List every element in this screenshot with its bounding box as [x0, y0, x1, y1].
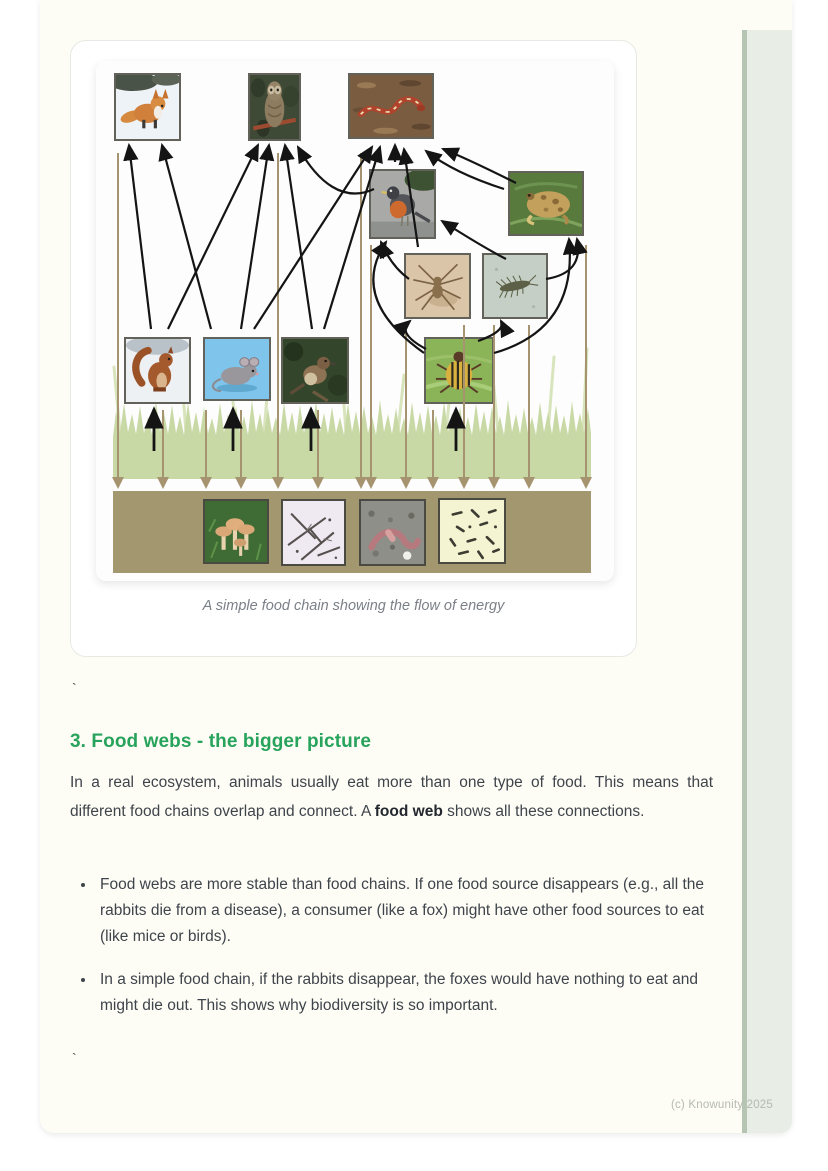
bullet-item-stability: • Food webs are more stable than food chains. If one food source disappears (e.g., all the rabbits die from a disease), a consumer (like a fox) might have other food sources to eat (like mice or birds). — [96, 872, 724, 950]
intro-text-after: shows all these connections. — [442, 803, 645, 820]
spider-photo — [404, 253, 471, 319]
intro-bold-term: food web — [374, 803, 443, 820]
stray-tick-mark-top: ` — [72, 680, 77, 696]
robin-photo — [369, 169, 436, 239]
fox-photo — [114, 73, 181, 141]
bullet-item-simple-chain: • In a simple food chain, if the rabbits disappear, the foxes would have nothing to eat and might die out. This shows why biodiversity is so important. — [96, 967, 724, 1019]
intro-paragraph — [70, 768, 713, 826]
centipede-photo — [482, 253, 548, 319]
page-edge-strip — [742, 30, 792, 1133]
copyright-notice: (c) Knowunity 2025 — [670, 1099, 773, 1111]
beetle-photo — [424, 337, 494, 404]
bacteria-photo — [438, 498, 506, 564]
section-heading: 3. Food webs - the bigger picture — [70, 731, 371, 752]
figure-card — [70, 40, 637, 657]
intro-text-before: In a real ecosystem, animals usually eat more than one type of food. This means that different food chains overlap and connect. A — [70, 774, 713, 820]
squirrel-photo — [124, 337, 191, 404]
fungal-hyphae-photo — [281, 499, 346, 566]
food-web-diagram — [96, 61, 614, 581]
mushrooms-photo — [203, 499, 269, 564]
bullet-list — [78, 872, 724, 1036]
owl-photo — [248, 73, 301, 141]
sparrow-photo — [281, 337, 349, 404]
toad-photo — [508, 171, 584, 236]
earthworm-photo — [359, 499, 426, 566]
snake-photo — [348, 73, 434, 139]
note-page — [40, 0, 792, 1133]
figure-caption: A simple food chain showing the flow of energy — [202, 598, 505, 614]
soil-band — [113, 491, 591, 573]
stray-tick-mark-bottom: ` — [72, 1050, 77, 1066]
mouse-photo — [203, 337, 271, 401]
